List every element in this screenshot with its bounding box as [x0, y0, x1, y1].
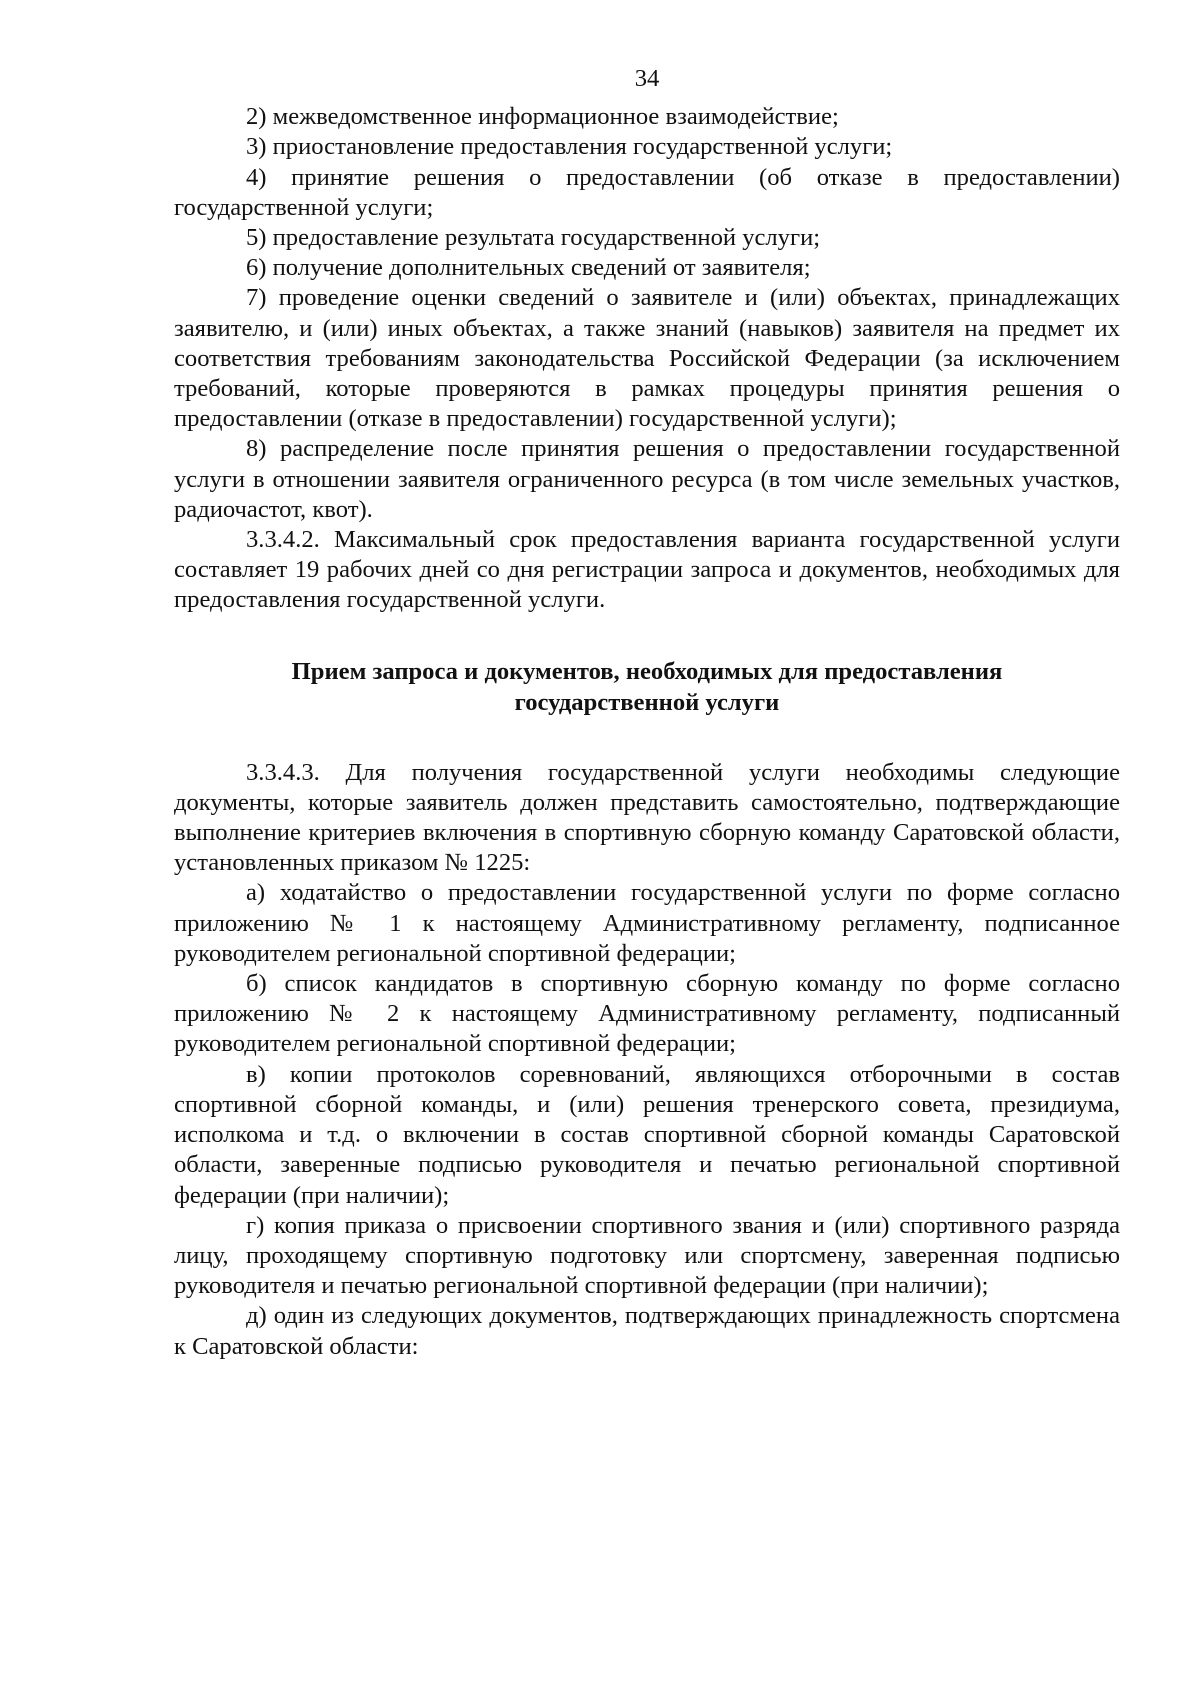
document-item-b: б) список кандидатов в спортивную сборную команду по форме согласно приложению № 2 к настоящему Административному регламенту, подписанный руководителем региональной спортивной федерации;: [174, 970, 1120, 1058]
document-item-g: г) копия приказа о присвоении спортивного звания и (или) спортивного разряда лицу, проходящему спортивную подготовку или спортсмену, заверенная подписью руководителя и печатью региональной спортивной федерации (при наличии);: [174, 1211, 1120, 1300]
section-heading: [174, 656, 1120, 718]
section-heading-line-2: государственной услуги: [514, 688, 780, 716]
document-item-d: д) один из следующих документов, подтверждающих принадлежность спортсмена к Саратовской области:: [174, 1302, 1120, 1360]
list-item-6: 6) получение дополнительных сведений от заявителя;: [246, 254, 811, 282]
list-item-3: 3) приостановление предоставления государственной услуги;: [246, 133, 893, 161]
clause-3-3-4-3: 3.3.4.3. Для получения государственной услуги необходимы следующие документы, которые заявитель должен представить самостоятельно, подтверждающие выполнение критериев включения в спортивную сборную команду Саратовской области, установленных приказом № 1225:: [174, 758, 1120, 877]
page-number: 34: [634, 65, 660, 92]
list-item-5: 5) предоставление результата государственной услуги;: [246, 224, 821, 252]
list-item-2: 2) межведомственное информационное взаимодействие;: [246, 103, 839, 131]
document-item-v: в) копии протоколов соревнований, являющихся отборочными в состав спортивной сборной команды, и (или) решения тренерского совета, президиума, исполкома и т.д. о включении в состав спортивной сборной команды Саратовской области, заверенные подписью руководителя и печатью региональной спортивной федерации (при наличии);: [174, 1060, 1120, 1209]
list-item-7: 7) проведение оценки сведений о заявителе и (или) объектах, принадлежащих заявителю, и (или) иных объектах, а также знаний (навыков) заявителя на предмет их соответствия требованиям законодательства Российской Федерации (за исключением требований, которые проверяются в рамках процедуры принятия решения о предоставлении (отказе в предоставлении) государственной услуги);: [174, 284, 1120, 433]
document-item-a: а) ходатайство о предоставлении государственной услуги по форме согласно приложению № 1 к настоящему Административному регламенту, подписанное руководителем региональной спортивной федерации;: [174, 879, 1120, 967]
clause-3-3-4-2: 3.3.4.2. Максимальный срок предоставления варианта государственной услуги составляет 19 рабочих дней со дня регистрации запроса и документов, необходимых для предоставления государственной услуги.: [174, 526, 1120, 614]
list-item-4: 4) принятие решения о предоставлении (об отказе в предоставлении) государственной услуги;: [174, 163, 1120, 221]
section-heading-line-1: Прием запроса и документов, необходимых для предоставления: [291, 657, 1003, 685]
list-item-8: 8) распределение после принятия решения о предоставлении государственной услуги в отношении заявителя ограниченного ресурса (в том числе земельных участков, радиочастот, квот).: [174, 435, 1120, 523]
